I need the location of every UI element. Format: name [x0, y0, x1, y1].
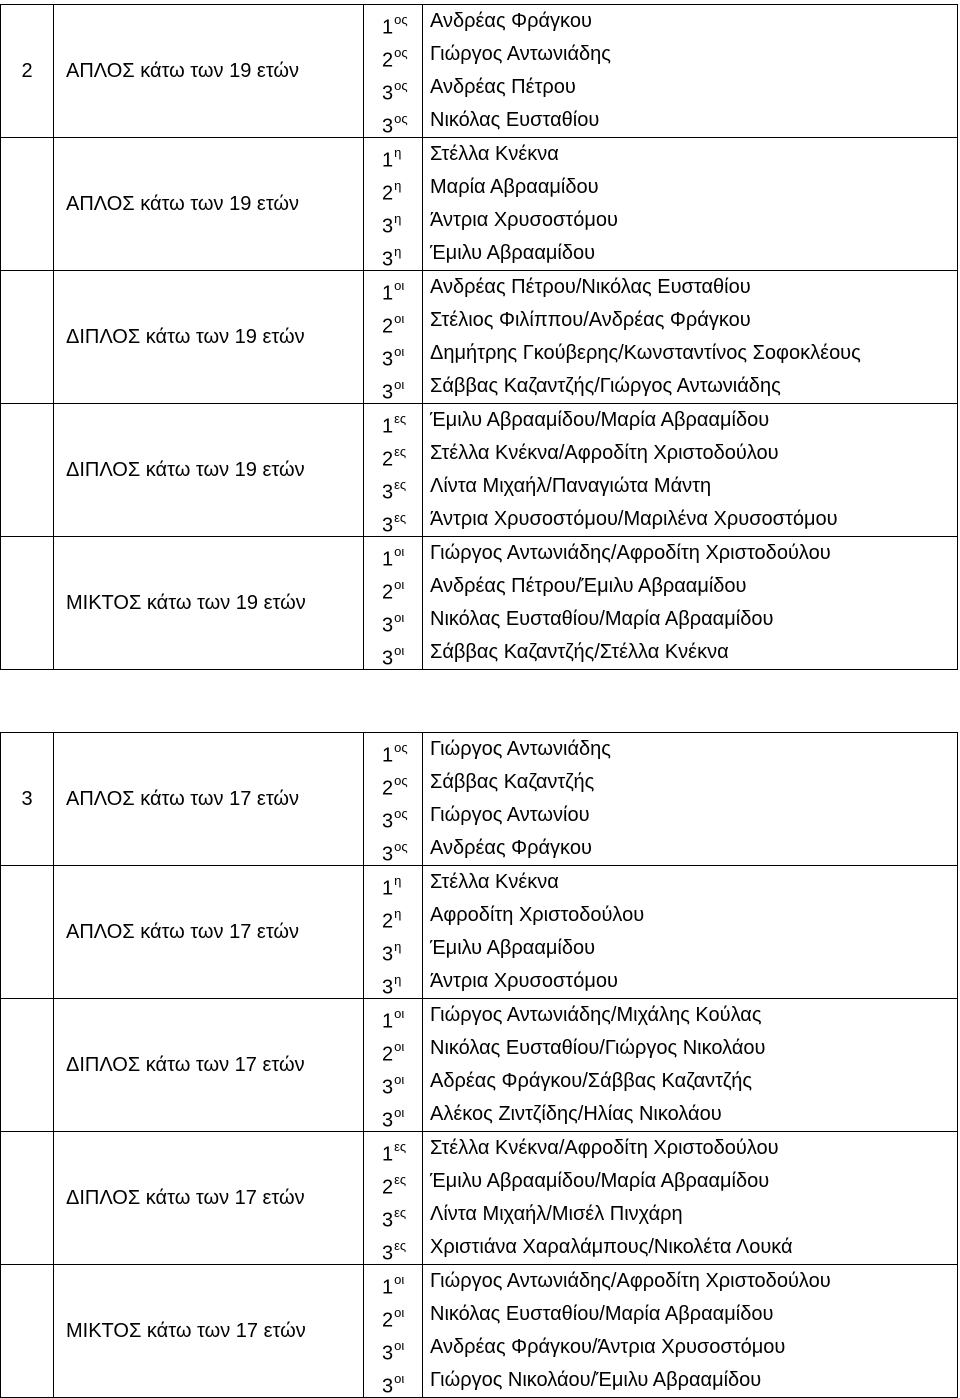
placing [364, 437, 422, 470]
player-name: Γιώργος Αντωνιάδης/Αφροδίτη Χριστοδούλου [430, 542, 831, 564]
player-name: Γιώργος Αντωνιάδης [430, 43, 611, 65]
placing-suffix: οι [394, 311, 405, 326]
category-label: ΑΠΛΟΣ κάτω των 17 ετών [54, 866, 364, 999]
table-number-cell: 3 [1, 733, 54, 866]
player-name: Σάββας Καζαντζής/Γιώργος Αντωνιάδης [430, 375, 781, 397]
placing-suffix: η [394, 178, 402, 193]
category-row [1, 1265, 958, 1398]
category-row [1, 999, 958, 1132]
placings-cell [364, 138, 423, 271]
placing-number: 3 [382, 381, 394, 403]
player-name: Λίντα Μιχαήλ/Παναγιώτα Μάντη [430, 475, 712, 497]
player-name: Ανδρέας Φράγκου [430, 10, 592, 32]
names-cell [423, 138, 958, 271]
placing-number: 3 [382, 248, 394, 270]
player-name: Μαρία Αβρααμίδου [430, 176, 599, 198]
placing-number: 3 [382, 810, 394, 832]
placing-number: 1 [382, 1276, 394, 1298]
placings-cell [364, 866, 423, 999]
placing [364, 1032, 422, 1065]
names-cell [423, 866, 958, 999]
placing-suffix: ες [394, 1238, 407, 1253]
placing-number: 3 [382, 1109, 394, 1131]
player-name: Ανδρέας Πέτρου/Νικόλας Ευσταθίου [430, 276, 751, 298]
placings-cell [364, 1265, 423, 1398]
category-row [1, 537, 958, 670]
placing-number: 3 [382, 82, 394, 104]
placing-number: 3 [382, 614, 394, 636]
placing-suffix: οι [394, 1305, 405, 1320]
player-name: Γιώργος Αντωνιάδης/Μιχάλης Κούλας [430, 1004, 762, 1026]
placing-suffix: η [394, 873, 402, 888]
player-name: Ανδρέας Πέτρου/Έμιλυ Αβρααμίδου [430, 575, 747, 597]
player-name: Δημήτρης Γκούβερης/Κωνσταντίνος Σοφοκλέους [430, 342, 861, 364]
placing-suffix: η [394, 244, 402, 259]
player-name: Έμιλυ Αβρααμίδου [430, 937, 596, 959]
placing-suffix: οι [394, 377, 405, 392]
player-name: Στέλιος Φιλίππου/Ανδρέας Φράγκου [430, 309, 751, 331]
table-number-cell [1, 1132, 54, 1265]
player-name: Νικόλας Ευσταθίου [430, 109, 600, 131]
table-number-cell [1, 271, 54, 404]
placing [364, 503, 422, 536]
placing-suffix: ος [394, 740, 408, 755]
placing-suffix: ος [394, 111, 408, 126]
placing-number: 3 [382, 943, 394, 965]
placing-suffix: οι [394, 344, 405, 359]
placing [364, 171, 422, 204]
placing [364, 799, 422, 832]
placing-suffix: οι [394, 643, 405, 658]
category-row [1, 733, 958, 866]
placing-number: 2 [382, 1309, 394, 1331]
placing-suffix: ος [394, 45, 408, 60]
placing-suffix: ες [394, 510, 407, 525]
placing-suffix: η [394, 211, 402, 226]
player-name: Γιώργος Αντωνίου [430, 804, 590, 826]
category-row [1, 404, 958, 537]
placing-suffix: η [394, 906, 402, 921]
category-label: ΑΠΛΟΣ κάτω των 17 ετών [54, 733, 364, 866]
placings-cell [364, 537, 423, 670]
results-table-3 [0, 732, 958, 1398]
placing [364, 603, 422, 636]
placing-number: 1 [382, 1010, 394, 1032]
category-label: ΑΠΛΟΣ κάτω των 19 ετών [54, 5, 364, 138]
player-name: Νικόλας Ευσταθίου/Γιώργος Νικολάου [430, 1037, 766, 1059]
placing-number: 2 [382, 182, 394, 204]
placing-suffix: ος [394, 78, 408, 93]
player-name: Λίντα Μιχαήλ/Μισέλ Πινχάρη [430, 1203, 683, 1225]
player-name: Γιώργος Νικολάου/Έμιλυ Αβρααμίδου [430, 1369, 762, 1391]
placing-suffix: ες [394, 477, 407, 492]
placing-number: 3 [382, 976, 394, 998]
category-row [1, 1132, 958, 1265]
names-cell [423, 271, 958, 404]
placing-number: 3 [382, 1076, 394, 1098]
names-cell [423, 404, 958, 537]
placing-number: 3 [382, 843, 394, 865]
placing-suffix: οι [394, 1338, 405, 1353]
category-label: ΔΙΠΛΟΣ κάτω των 17 ετών [54, 999, 364, 1132]
placing-suffix: ες [394, 1139, 407, 1154]
placing [364, 204, 422, 237]
player-name: Σάββας Καζαντζής/Στέλλα Κνέκνα [430, 641, 729, 663]
placing [364, 1132, 422, 1165]
placing [364, 537, 422, 570]
placing [364, 733, 422, 766]
player-name: Γιώργος Αντωνιάδης/Αφροδίτη Χριστοδούλου [430, 1270, 831, 1292]
placing [364, 104, 422, 137]
player-name: Αφροδίτη Χριστοδούλου [430, 904, 645, 926]
results-table-body [1, 5, 958, 670]
placing-suffix: οι [394, 610, 405, 625]
placings-cell [364, 1132, 423, 1265]
placing-suffix: οι [394, 1072, 405, 1087]
table-number-cell [1, 404, 54, 537]
player-name: Έμιλυ Αβρααμίδου/Μαρία Αβρααμίδου [430, 409, 770, 431]
placing [364, 304, 422, 337]
placing [364, 1198, 422, 1231]
category-label: ΔΙΠΛΟΣ κάτω των 17 ετών [54, 1132, 364, 1265]
placing-number: 3 [382, 348, 394, 370]
placing-number: 3 [382, 115, 394, 137]
category-label: ΜΙΚΤΟΣ κάτω των 19 ετών [54, 537, 364, 670]
placing [364, 71, 422, 104]
placing-suffix: οι [394, 544, 405, 559]
placing-suffix: ος [394, 806, 408, 821]
category-label: ΔΙΠΛΟΣ κάτω των 19 ετών [54, 404, 364, 537]
names-cell [423, 999, 958, 1132]
player-name: Γιώργος Αντωνιάδης [430, 738, 611, 760]
placing [364, 470, 422, 503]
player-name: Ανδρέας Φράγκου/Άντρια Χρυσοστόμου [430, 1336, 786, 1358]
table-number-cell [1, 138, 54, 271]
placing-suffix: οι [394, 1272, 405, 1287]
placing-suffix: οι [394, 278, 405, 293]
placing-suffix: ος [394, 839, 408, 854]
placings-cell [364, 271, 423, 404]
player-name: Χριστιάνα Χαραλάμπους/Νικολέτα Λουκά [430, 1236, 793, 1258]
player-name: Άντρια Χρυσοστόμου/Μαριλένα Χρυσοστόμου [430, 508, 838, 530]
placing [364, 932, 422, 965]
placing [364, 1364, 422, 1397]
placing [364, 636, 422, 669]
placing-suffix: οι [394, 1105, 405, 1120]
category-label: ΜΙΚΤΟΣ κάτω των 17 ετών [54, 1265, 364, 1398]
placings-cell [364, 5, 423, 138]
placing [364, 1331, 422, 1364]
placing-suffix: η [394, 145, 402, 160]
table-number-cell [1, 537, 54, 670]
placing [364, 404, 422, 437]
placing-number: 3 [382, 1342, 394, 1364]
placing-suffix: η [394, 939, 402, 954]
placing-number: 2 [382, 910, 394, 932]
placing-suffix: οι [394, 1371, 405, 1386]
player-name: Έμιλυ Αβρααμίδου/Μαρία Αβρααμίδου [430, 1170, 770, 1192]
results-table-2 [0, 4, 958, 670]
placing-suffix: ες [394, 444, 407, 459]
placing-number: 3 [382, 514, 394, 536]
category-row [1, 5, 958, 138]
placing-suffix: οι [394, 1006, 405, 1021]
player-name: Στέλλα Κνέκνα [430, 871, 559, 893]
placing-suffix: ες [394, 1205, 407, 1220]
placing-number: 2 [382, 777, 394, 799]
placing-number: 3 [382, 1242, 394, 1264]
placing [364, 5, 422, 38]
names-cell [423, 1265, 958, 1398]
placing-number: 1 [382, 415, 394, 437]
placing-suffix: ος [394, 12, 408, 27]
placings-cell [364, 404, 423, 537]
placing-number: 1 [382, 16, 394, 38]
placings-cell [364, 733, 423, 866]
results-table-body [1, 733, 958, 1398]
placing-number: 1 [382, 149, 394, 171]
placing [364, 766, 422, 799]
placing-number: 1 [382, 282, 394, 304]
names-cell [423, 5, 958, 138]
placing [364, 999, 422, 1032]
category-row [1, 271, 958, 404]
placing [364, 965, 422, 998]
player-name: Στέλλα Κνέκνα [430, 143, 559, 165]
player-name: Αλέκος Ζιντζίδης/Ηλίας Νικολάου [430, 1103, 722, 1125]
player-name: Νικόλας Ευσταθίου/Μαρία Αβρααμίδου [430, 1303, 774, 1325]
player-name: Αδρέας Φράγκου/Σάββας Καζαντζής [430, 1070, 753, 1092]
placing [364, 337, 422, 370]
placing [364, 237, 422, 270]
placing [364, 1231, 422, 1264]
placing-number: 2 [382, 1043, 394, 1065]
table-number-cell [1, 999, 54, 1132]
category-label: ΔΙΠΛΟΣ κάτω των 19 ετών [54, 271, 364, 404]
table-number-cell [1, 1265, 54, 1398]
player-name: Στέλλα Κνέκνα/Αφροδίτη Χριστοδούλου [430, 442, 779, 464]
table-number-cell [1, 866, 54, 999]
player-name: Ανδρέας Φράγκου [430, 837, 592, 859]
placing-suffix: ος [394, 773, 408, 788]
placing-number: 3 [382, 1375, 394, 1397]
names-cell [423, 537, 958, 670]
placing [364, 1065, 422, 1098]
category-row [1, 866, 958, 999]
player-name: Άντρια Χρυσοστόμου [430, 209, 618, 231]
placing-number: 2 [382, 581, 394, 603]
placing-number: 1 [382, 744, 394, 766]
names-cell [423, 733, 958, 866]
placing-number: 1 [382, 877, 394, 899]
player-name: Σάββας Καζαντζής [430, 771, 595, 793]
placing [364, 899, 422, 932]
player-name: Νικόλας Ευσταθίου/Μαρία Αβρααμίδου [430, 608, 774, 630]
placing-suffix: ες [394, 1172, 407, 1187]
placing [364, 38, 422, 71]
names-cell [423, 1132, 958, 1265]
category-label: ΑΠΛΟΣ κάτω των 19 ετών [54, 138, 364, 271]
placing-number: 3 [382, 481, 394, 503]
placing-number: 1 [382, 548, 394, 570]
placing-number: 3 [382, 1209, 394, 1231]
placing-number: 1 [382, 1143, 394, 1165]
placing [364, 370, 422, 403]
player-name: Άντρια Χρυσοστόμου [430, 970, 618, 992]
placing [364, 1298, 422, 1331]
placing-suffix: οι [394, 577, 405, 592]
placing [364, 271, 422, 304]
placings-cell [364, 999, 423, 1132]
table-number-cell: 2 [1, 5, 54, 138]
placing [364, 1265, 422, 1298]
placing-number: 3 [382, 215, 394, 237]
placing [364, 866, 422, 899]
placing [364, 832, 422, 865]
placing-number: 2 [382, 49, 394, 71]
placing-number: 2 [382, 315, 394, 337]
player-name: Στέλλα Κνέκνα/Αφροδίτη Χριστοδούλου [430, 1137, 779, 1159]
placing [364, 570, 422, 603]
placing-suffix: ες [394, 411, 407, 426]
player-name: Έμιλυ Αβρααμίδου [430, 242, 596, 264]
placing-number: 2 [382, 448, 394, 470]
placing [364, 1165, 422, 1198]
placing [364, 1098, 422, 1131]
placing-suffix: η [394, 972, 402, 987]
placing-suffix: οι [394, 1039, 405, 1054]
placing-number: 2 [382, 1176, 394, 1198]
player-name: Ανδρέας Πέτρου [430, 76, 576, 98]
category-row [1, 138, 958, 271]
placing-number: 3 [382, 647, 394, 669]
placing [364, 138, 422, 171]
